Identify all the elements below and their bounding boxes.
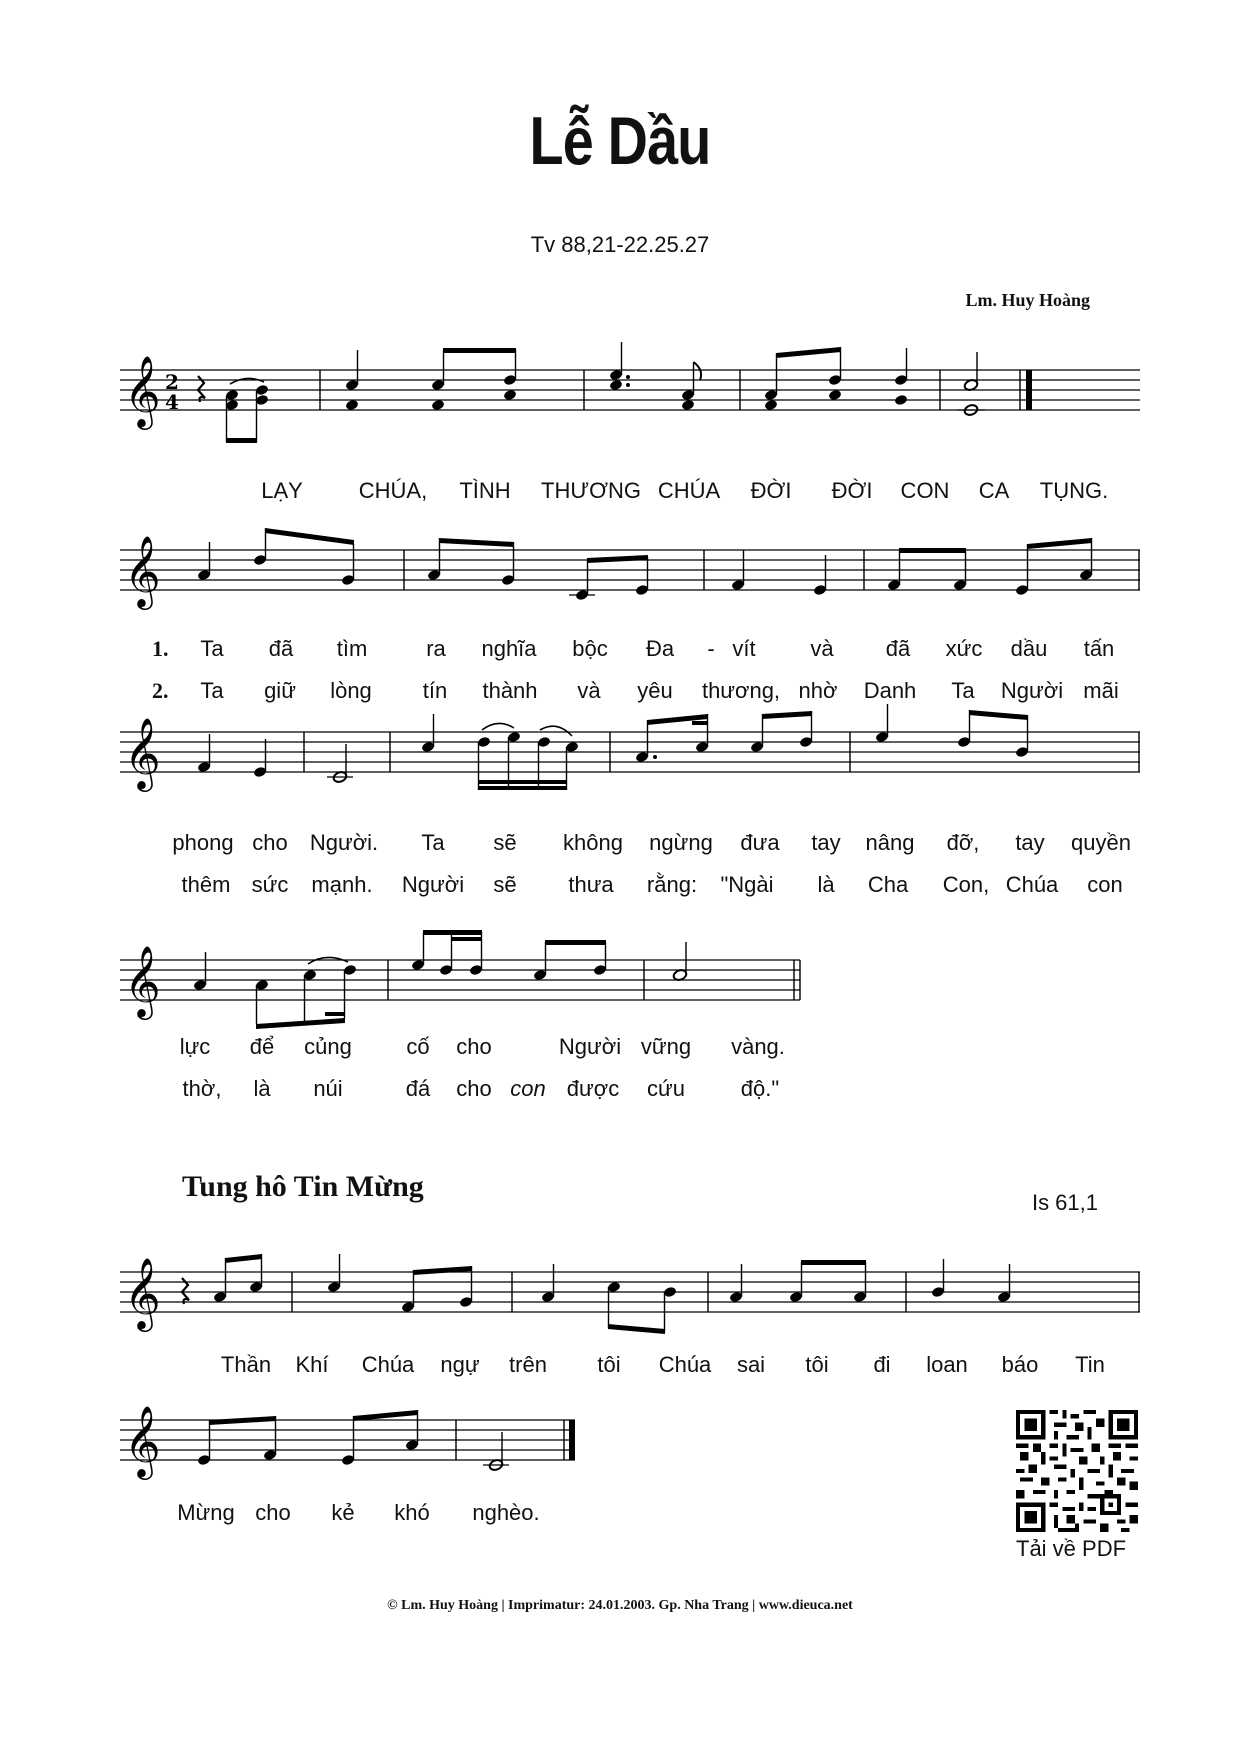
lyric: thành: [482, 678, 538, 703]
lyric: trên: [509, 1352, 547, 1377]
lyric: CON: [900, 478, 950, 503]
lyric: Mừng: [177, 1500, 235, 1525]
lyric: cho: [456, 1034, 492, 1059]
lyric: nghĩa: [481, 636, 537, 661]
lyric: cho: [255, 1500, 291, 1525]
lyric: là: [817, 872, 835, 897]
lyric: ngừng: [649, 830, 713, 855]
lyric: để: [249, 1034, 275, 1059]
verse-number: 2.: [152, 678, 169, 703]
lyric: CA: [978, 478, 1010, 503]
qr-code-icon[interactable]: [1016, 1410, 1138, 1532]
lyric: Khí: [295, 1352, 329, 1377]
lyric: Người: [558, 1034, 622, 1059]
lyric: dầu: [1010, 636, 1048, 661]
lyric: "Ngài: [720, 872, 774, 897]
lyric: -: [707, 636, 715, 661]
lyric: Ta: [200, 636, 224, 661]
lyric: Cha: [867, 872, 909, 897]
lyric: và: [577, 678, 601, 703]
staff-acclamation-1: [120, 1252, 1140, 1332]
staff-verse-2: [120, 712, 1140, 792]
lyric: THƯƠNG: [541, 478, 641, 503]
lyric: Chúa: [361, 1352, 415, 1377]
lyric: con: [510, 1076, 546, 1101]
lyric: tín: [422, 678, 448, 703]
staff-acclamation-2: [120, 1400, 580, 1480]
lyric: Chúa: [1005, 872, 1059, 897]
lyric: khó: [394, 1500, 430, 1525]
lyric: đá: [405, 1076, 431, 1101]
lyric: cố: [406, 1034, 430, 1059]
lyric: đưa: [740, 830, 780, 855]
lyric: Chúa: [658, 1352, 712, 1377]
composer: Lm. Huy Hoàng: [965, 290, 1090, 310]
lyric: mãi: [1083, 678, 1119, 703]
lyric: cứu: [647, 1076, 685, 1101]
lyric: ĐỜI: [831, 478, 873, 503]
lyric: sẽ: [493, 872, 517, 897]
time-sig-top: 2: [165, 370, 179, 394]
lyric: quyền: [1071, 830, 1131, 855]
lyric: Danh: [863, 678, 917, 703]
lyric: Đa: [645, 636, 675, 661]
lyric: sẽ: [493, 830, 517, 855]
lyric: cho: [252, 830, 288, 855]
lyric: rằng:: [646, 872, 698, 897]
lyric: báo: [1001, 1352, 1039, 1377]
lyric: vững: [640, 1034, 692, 1059]
lyric: sai: [736, 1352, 766, 1377]
lyric: thờ,: [182, 1076, 222, 1101]
lyric: lòng: [330, 678, 372, 703]
lyric: núi: [313, 1076, 343, 1101]
svg-text:𝄞: 𝄞: [124, 1256, 161, 1329]
lyric: tôi: [805, 1352, 829, 1377]
lyric: thương,: [701, 678, 781, 703]
lyric: thưa: [568, 872, 614, 897]
lyric: nghèo.: [472, 1500, 540, 1525]
lyric: và: [810, 636, 834, 661]
lyric: Ta: [200, 678, 224, 703]
lyric: CHÚA: [657, 478, 721, 503]
lyric: củng: [304, 1034, 352, 1059]
lyric: xức: [945, 636, 983, 661]
lyric: đã: [268, 636, 294, 661]
svg-text:𝄞: 𝄞: [124, 944, 161, 1017]
lyric: đi: [873, 1352, 891, 1377]
staff-verse-1: [120, 530, 1140, 610]
svg-text:𝄞: 𝄞: [124, 1404, 161, 1477]
lyric: ra: [426, 636, 446, 661]
lyric: Người: [1000, 678, 1064, 703]
lyric: tôi: [597, 1352, 621, 1377]
lyric: tìm: [336, 636, 368, 661]
lyric: được: [566, 1076, 620, 1101]
lyric: TÌNH: [459, 478, 511, 503]
svg-text:𝄞: 𝄞: [124, 354, 161, 427]
lyric: ĐỜI: [750, 478, 792, 503]
lyric: con: [1087, 872, 1123, 897]
lyric: vàng.: [731, 1034, 785, 1059]
lyric: Thần: [220, 1352, 272, 1377]
lyric: đã: [885, 636, 911, 661]
lyric: phong: [172, 830, 234, 855]
staff-refrain: [120, 350, 1140, 430]
lyric: mạnh.: [311, 872, 373, 897]
lyric: Người: [401, 872, 465, 897]
lyric: độ.": [740, 1076, 780, 1101]
lyric: Ta: [951, 678, 975, 703]
lyric: cho: [456, 1076, 492, 1101]
lyric: Tin: [1075, 1352, 1105, 1377]
lyric: tay: [811, 830, 841, 855]
lyric: tay: [1015, 830, 1045, 855]
lyric: ngự: [440, 1352, 480, 1377]
lyric: giữ: [264, 678, 296, 703]
staff-verse-3: [120, 940, 820, 1020]
lyric: Ta: [421, 830, 445, 855]
lyric: yêu: [637, 678, 673, 703]
lyric: kẻ: [331, 1500, 355, 1525]
lyric: vít: [732, 636, 756, 661]
acclamation-reference: Is 61,1: [1031, 1190, 1098, 1215]
lyric: LẠY: [261, 478, 303, 503]
lyric: Người.: [309, 830, 379, 855]
lyric: bộc: [572, 636, 608, 661]
lyric: TỤNG.: [1039, 478, 1109, 503]
lyric: sức: [251, 872, 289, 897]
svg-text:𝄞: 𝄞: [124, 534, 161, 607]
time-sig-bottom: 4: [165, 390, 179, 414]
lyric: lực: [179, 1034, 211, 1059]
lyric: CHÚA,: [358, 478, 428, 503]
lyric: tấn: [1083, 636, 1115, 661]
download-pdf-link[interactable]: Tải về PDF: [1016, 1536, 1127, 1561]
lyric: Con,: [942, 872, 990, 897]
psalm-reference: Tv 88,21-22.25.27: [530, 232, 710, 257]
lyric: nhờ: [798, 678, 838, 703]
lyric: đỡ,: [946, 830, 980, 855]
lyric: là: [253, 1076, 271, 1101]
verse-number: 1.: [152, 636, 169, 661]
lyric: nâng: [865, 830, 915, 855]
song-title: Lễ Dầu: [529, 103, 711, 179]
svg-text:𝄞: 𝄞: [124, 716, 161, 789]
lyric: không: [563, 830, 623, 855]
acclamation-title: Tung hô Tin Mừng: [182, 1170, 424, 1203]
footer-copyright: © Lm. Huy Hoàng | Imprimatur: 24.01.2003. Gp. Nha Trang | www.dieuca.net: [387, 1598, 853, 1613]
lyric: thêm: [181, 872, 231, 897]
lyric: loan: [926, 1352, 968, 1377]
